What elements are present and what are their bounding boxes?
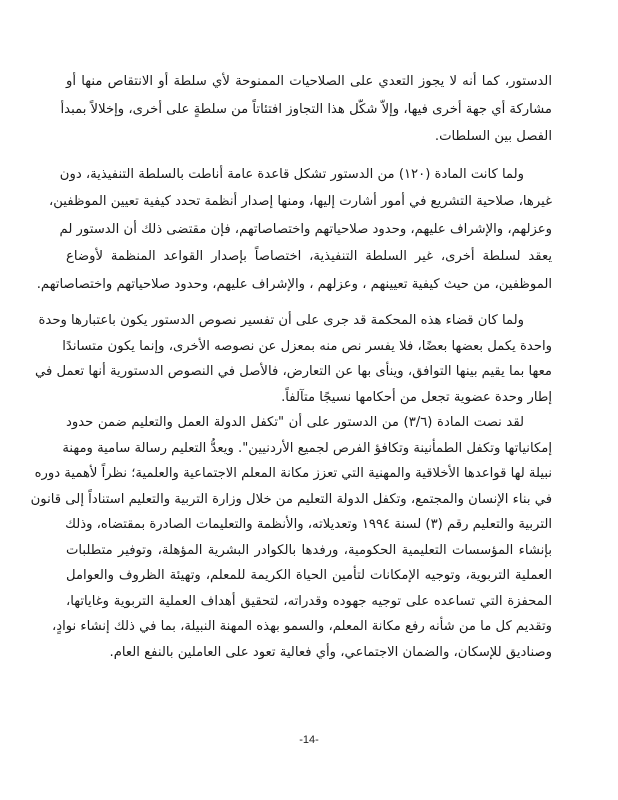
text-line: واحدة يكمل بعضها بعضًا، فلا يفسر نص منه بمعزل عن نصوصه الأخرى، وإنما يكون متساندًا [62, 338, 552, 354]
text-line: ولما كان قضاء هذه المحكمة قد جرى على أن تفسير نصوص الدستور يكون باعتبارها وحدة [38, 313, 524, 328]
text-line: الفصل بين السلطات. [434, 129, 552, 144]
text-line: الموظفين، من حيث كيفية تعيينهم ، وعزلهم ، والإشراف عليهم، وحدود صلاحياتهم واختصاصاتهم. [36, 276, 552, 292]
paragraph-4 [30, 410, 552, 665]
text-line: وعزلهم، والإشراف عليهم، وحدود صلاحياتهم واختصاصاتهم، فإن مقتضى ذلك أن الدستور لم [59, 221, 552, 237]
document-body [30, 68, 552, 665]
text-line: بإنشاء المؤسسات التعليمية الحكومية، ورفدها بالكوادر البشرية المؤهلة، وتوفير متطلبات [66, 542, 552, 558]
text-line: ولما كانت المادة (١٢٠) من الدستور تشكل قاعدة عامة أناطت بالسلطة التنفيذية، دون [59, 166, 524, 182]
text-line: غيرها، صلاحية التشريع في أمور أشارت إليها، ومنها إصدار أنظمة تحدد كيفية تعيين الموظفين، [49, 194, 552, 209]
page-number: -14- [299, 734, 319, 746]
text-line: معها بما يقيم بينها التوافق، وينأى بها عن التعارض، فالأصل في النصوص الدستورية أنها تعمل في [35, 364, 552, 379]
text-line: إطار وحدة عضوية تجعل من أحكامها نسيجًا متآلفاً. [281, 389, 552, 405]
text-line: المحفزة التي تساعده على توجيه جهوده وقدراته، لتحقيق أهداف العملية التربوية وغاياتها، [66, 593, 552, 609]
paragraph-2 [36, 161, 552, 299]
text-line: وتقديم كل ما من شأنه رفع مكانة المعلم، والسمو بهذه المهنة النبيلة، بما في ذلك إنشاء نوادٍ، [51, 619, 552, 634]
text-line: يعقد لسلطة أخرى، غير السلطة التنفيذية، اختصاصاً بإصدار القواعد المنظمة لأوضاع [66, 249, 552, 264]
text-line: الدستور، كما أنه لا يجوز التعدي على الصلاحيات الممنوحة لأي سلطة أو الانتقاص منها أو [66, 74, 552, 89]
text-line: إمكانياتها وتكفل الطمأنينة وتكافؤ الفرص لجميع الأردنيين". ويعدُّ التعليم رسالة سامية ومهنة [62, 440, 552, 456]
text-line: العملية التربوية، وتوجيه الإمكانات لتأمين الحياة الكريمة للمعلم، وتهيئة الظروف والعوامل [66, 568, 552, 583]
text-line: لقد نصت المادة (٣/٦) من الدستور على أن "تكفل الدولة العمل والتعليم ضمن حدود [66, 415, 525, 430]
paragraph-3 [35, 308, 552, 410]
text-line: مشاركة أي جهة أخرى فيها، وإلاّ شكّل هذا التجاوز افتئاتاً من سلطةٍ على أخرى، وإخلالاً بمبدأ [60, 101, 552, 117]
text-line: في بناء الإنسان والمجتمع، وتكفل الدولة التعليم من خلال وزارة التربية والتعليم استناداً إلى قانون [30, 491, 552, 507]
paragraph-1 [60, 68, 552, 151]
text-line: وصناديق للإسكان، والضمان الاجتماعي، وأي فعالية تعود على العاملين بالنفع العام. [109, 644, 552, 660]
text-line: التربية والتعليم رقم (٣) لسنة ١٩٩٤ وتعديلاته، والأنظمة والتعليمات الصادرة بمقتضاه، وذلك [65, 517, 552, 532]
text-line: نبيلة لها قواعدها الأخلاقية والمهنية التي تعزز مكانة المعلم الاجتماعية والعلمية؛ نظراً لأهمية دوره [34, 466, 552, 481]
